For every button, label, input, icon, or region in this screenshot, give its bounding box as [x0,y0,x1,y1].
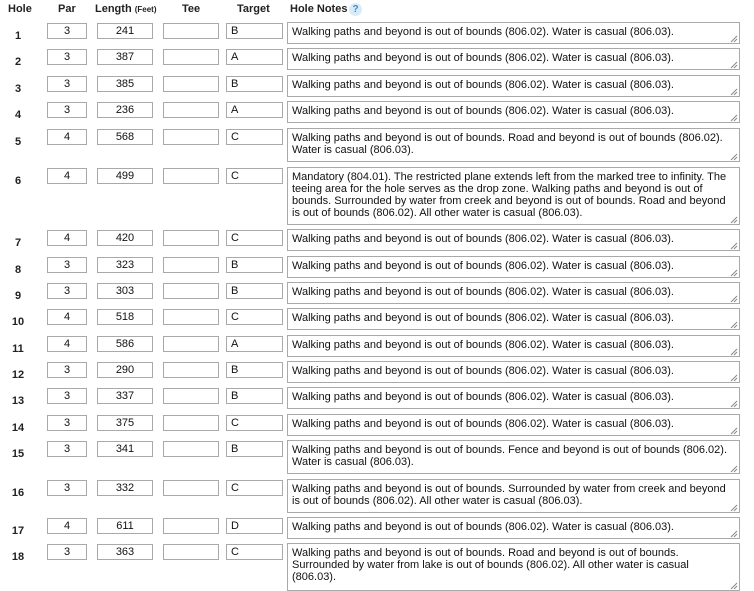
hole-number: 7 [14,237,22,249]
resize-grip-icon[interactable] [730,268,738,276]
target-input[interactable]: B [226,23,283,39]
target-input[interactable]: C [226,480,283,496]
target-input[interactable]: B [226,257,283,273]
hole-number: 14 [11,422,25,434]
target-input[interactable]: A [226,336,283,352]
target-input[interactable]: B [226,283,283,299]
hole-number: 6 [14,175,22,187]
length-input[interactable]: 375 [97,415,153,431]
tee-input[interactable] [163,309,219,325]
target-input[interactable]: C [226,168,283,184]
tee-input[interactable] [163,518,219,534]
length-input[interactable]: 332 [97,480,153,496]
hole-notes-textarea[interactable] [287,361,740,383]
target-input[interactable]: B [226,76,283,92]
tee-input[interactable] [163,336,219,352]
tee-input[interactable] [163,362,219,378]
length-input[interactable]: 420 [97,230,153,246]
length-input[interactable]: 518 [97,309,153,325]
resize-grip-icon[interactable] [730,34,738,42]
length-input[interactable]: 611 [97,518,153,534]
hole-notes-text: Walking paths and beyond is out of bounds. Road and beyond is out of bounds. Surrounded by water from lake is out of bounds (806.02). All other water is casual (806.03). [292,547,689,583]
tee-input[interactable] [163,257,219,273]
resize-grip-icon[interactable] [730,503,738,511]
hole-number: 10 [11,316,25,328]
tee-input[interactable] [163,102,219,118]
hole-notes-textarea[interactable] [287,440,740,474]
tee-input[interactable] [163,480,219,496]
length-input[interactable]: 337 [97,388,153,404]
col-header-tee: Tee [182,3,201,15]
col-header-par: Par [58,3,76,15]
hole-number: 1 [14,30,22,42]
target-input[interactable]: D [226,518,283,534]
hole-notes-textarea[interactable] [287,517,740,539]
resize-grip-icon[interactable] [730,581,738,589]
tee-input[interactable] [163,230,219,246]
hole-number: 5 [14,136,22,148]
hole-notes-text: Walking paths and beyond is out of bounds. Road and beyond is out of bounds (806.02). Water is casual (806.03). [292,132,723,156]
hole-notes-textarea[interactable] [287,128,740,162]
hole-number: 15 [11,448,25,460]
resize-grip-icon[interactable] [730,87,738,95]
hole-notes-text: Walking paths and beyond is out of bounds (806.02). Water is casual (806.03). [292,105,674,117]
target-input[interactable]: C [226,415,283,431]
tee-input[interactable] [163,168,219,184]
hole-number: 9 [14,290,22,302]
par-input[interactable]: 4 [47,168,87,184]
target-input[interactable]: C [226,129,283,145]
resize-grip-icon[interactable] [730,241,738,249]
length-input[interactable]: 387 [97,49,153,65]
resize-grip-icon[interactable] [730,464,738,472]
tee-input[interactable] [163,76,219,92]
hole-notes-text: Walking paths and beyond is out of bounds (806.02). Water is casual (806.03). [292,418,674,430]
resize-grip-icon[interactable] [730,60,738,68]
hole-notes-textarea[interactable] [287,335,740,357]
target-input[interactable]: B [226,362,283,378]
target-input[interactable]: A [226,102,283,118]
tee-input[interactable] [163,129,219,145]
hole-notes-text: Walking paths and beyond is out of bounds (806.02). Water is casual (806.03). [292,286,674,298]
par-input[interactable]: 3 [47,415,87,431]
hole-notes-textarea[interactable] [287,167,740,225]
hole-notes-text: Walking paths and beyond is out of bounds (806.02). Water is casual (806.03). [292,391,674,403]
hole-number: 18 [11,551,25,563]
tee-input[interactable] [163,283,219,299]
hole-notes-textarea[interactable] [287,282,740,304]
hole-number: 13 [11,395,25,407]
help-icon[interactable]: ? [349,3,362,16]
par-input[interactable]: 3 [47,257,87,273]
hole-notes-text: Walking paths and beyond is out of bounds (806.02). Water is casual (806.03). [292,339,674,351]
hole-notes-textarea[interactable] [287,101,740,123]
hole-notes-textarea[interactable] [287,387,740,409]
par-input[interactable]: 3 [47,441,87,457]
target-input[interactable]: A [226,49,283,65]
resize-grip-icon[interactable] [730,529,738,537]
hole-notes-text: Walking paths and beyond is out of bounds (806.02). Water is casual (806.03). [292,312,674,324]
length-input[interactable]: 290 [97,362,153,378]
resize-grip-icon[interactable] [730,426,738,434]
length-input[interactable]: 499 [97,168,153,184]
tee-input[interactable] [163,544,219,560]
par-input[interactable]: 4 [47,309,87,325]
par-input[interactable]: 4 [47,230,87,246]
resize-grip-icon[interactable] [730,347,738,355]
par-input[interactable]: 4 [47,129,87,145]
hole-notes-text: Walking paths and beyond is out of bounds (806.02). Water is casual (806.03). [292,521,674,533]
tee-input[interactable] [163,49,219,65]
hole-number: 16 [11,487,25,499]
resize-grip-icon[interactable] [730,152,738,160]
col-header-notes: Hole Notes [290,3,348,15]
col-header-length-unit: (Feet) [134,5,157,14]
par-input[interactable]: 3 [47,388,87,404]
tee-input[interactable] [163,415,219,431]
col-header-target: Target [237,3,270,15]
par-input[interactable]: 3 [47,283,87,299]
hole-number: 11 [12,343,24,355]
par-input[interactable]: 3 [47,23,87,39]
hole-number: 4 [14,109,22,121]
hole-notes-text: Mandatory (804.01). The restricted plane extends left from the marked tree to infinity. The teeing area for the hole serves as the drop zone. Walking paths and beyond is out of bounds. Surrounded by water from creek and beyond is out of bounds. Road and beyond is out of bounds (806.02). All other water is casual (806.03). [292,171,727,219]
par-input[interactable]: 3 [47,544,87,560]
hole-number: 8 [14,264,22,276]
hole-notes-textarea[interactable] [287,229,740,251]
col-header-length-label: Length [95,3,132,15]
target-input[interactable]: C [226,230,283,246]
length-input[interactable]: 323 [97,257,153,273]
par-input[interactable]: 3 [47,362,87,378]
tee-input[interactable] [163,441,219,457]
target-input[interactable]: B [226,388,283,404]
hole-notes-textarea[interactable] [287,256,740,278]
hole-notes-textarea[interactable] [287,543,740,591]
hole-number: 2 [14,56,22,68]
hole-notes-textarea[interactable] [287,48,740,70]
resize-grip-icon[interactable] [730,113,738,121]
resize-grip-icon[interactable] [730,320,738,328]
resize-grip-icon[interactable] [730,373,738,381]
target-input[interactable]: C [226,544,283,560]
hole-notes-text: Walking paths and beyond is out of bounds (806.02). Water is casual (806.03). [292,233,674,245]
par-input[interactable]: 3 [47,76,87,92]
hole-notes-textarea[interactable] [287,22,740,44]
par-input[interactable]: 4 [47,518,87,534]
resize-grip-icon[interactable] [730,399,738,407]
length-input[interactable]: 586 [97,336,153,352]
target-input[interactable]: B [226,441,283,457]
par-input[interactable]: 3 [47,480,87,496]
hole-notes-text: Walking paths and beyond is out of bounds (806.02). Water is casual (806.03). [292,79,674,91]
hole-notes-textarea[interactable] [287,308,740,330]
target-input[interactable]: C [226,309,283,325]
hole-number: 17 [11,525,25,537]
par-input[interactable]: 3 [47,49,87,65]
col-header-length [95,3,157,15]
par-input[interactable]: 4 [47,336,87,352]
tee-input[interactable] [163,388,219,404]
hole-notes-text: Walking paths and beyond is out of bounds (806.02). Water is casual (806.03). [292,365,674,377]
length-input[interactable]: 341 [97,441,153,457]
hole-notes-textarea[interactable] [287,414,740,436]
hole-notes-textarea[interactable] [287,75,740,97]
length-input[interactable]: 241 [97,23,153,39]
length-input[interactable]: 568 [97,129,153,145]
par-input[interactable]: 3 [47,102,87,118]
hole-notes-textarea[interactable] [287,479,740,513]
hole-notes-text: Walking paths and beyond is out of bounds (806.02). Water is casual (806.03). [292,260,674,272]
resize-grip-icon[interactable] [730,294,738,302]
hole-notes-text: Walking paths and beyond is out of bounds (806.02). Water is casual (806.03). [292,26,674,38]
hole-number: 3 [14,83,22,95]
tee-input[interactable] [163,23,219,39]
resize-grip-icon[interactable] [730,215,738,223]
col-header-hole: Hole [8,3,32,15]
hole-notes-text: Walking paths and beyond is out of bounds (806.02). Water is casual (806.03). [292,52,674,64]
length-input[interactable]: 303 [97,283,153,299]
hole-notes-text: Walking paths and beyond is out of bounds. Fence and beyond is out of bounds (806.02). Water is casual (806.03). [292,444,727,468]
hole-notes-text: Walking paths and beyond is out of bounds. Surrounded by water from creek and beyond is out of bounds (806.02). All other water is casual (806.03). [292,483,726,507]
length-input[interactable]: 236 [97,102,153,118]
length-input[interactable]: 385 [97,76,153,92]
hole-number: 12 [11,369,25,381]
length-input[interactable]: 363 [97,544,153,560]
